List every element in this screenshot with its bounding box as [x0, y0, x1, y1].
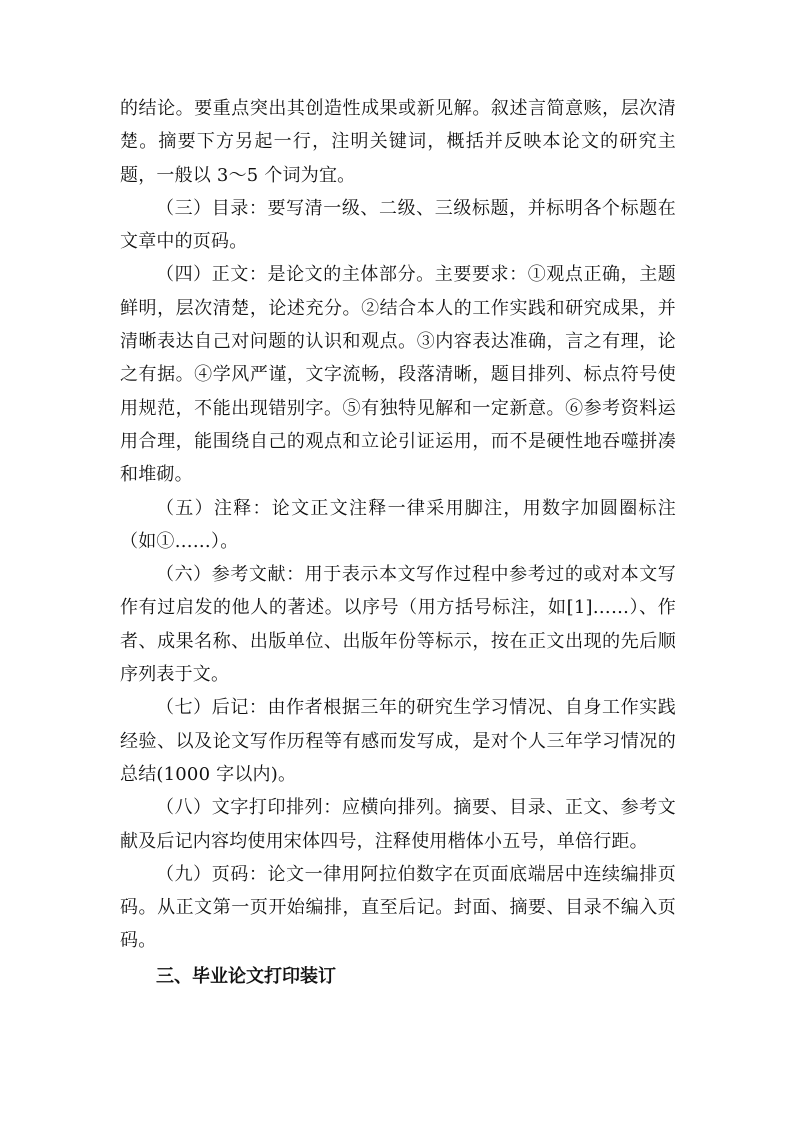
- typesetting-paragraph: （八）文字打印排列：应横向排列。摘要、目录、正文、参考文献及后记内容均使用宋体四号，注释使用楷体小五号，单倍行距。: [120, 797, 676, 852]
- main-text-paragraph: （四）正文：是论文的主体部分。主要要求：①观点正确，主题鲜明，层次清楚，论述充分。②结合本人的工作实践和研究成果，并清晰表达自己对问题的认识和观点。③内容表达准确，言之有理，论之有据。④学风严谨，文字流畅，段落清晰，题目排列、标点符号使用规范，不能出现错别字。⑤有独特见解和一定新意。⑥参考资料运用合理，能围绕自己的观点和立论引证运用，而不是硬性地吞噬拼凑和堆砌。: [120, 264, 676, 486]
- abstract-continuation-paragraph: 的结论。要重点突出其创造性成果或新见解。叙述言简意赅，层次清楚。摘要下方另起一行，注明关键词，概括并反映本论文的研究主题，一般以 3～5 个词为宜。: [120, 98, 676, 186]
- section-heading: 三、毕业论文打印装订: [156, 965, 336, 987]
- page-number-paragraph: （九）页码：论文一律用阿拉伯数字在页面底端居中连续编排页码。从正文第一页开始编排，直至后记。封面、摘要、目录不编入页码。: [120, 863, 676, 952]
- postscript-paragraph: （七）后记：由作者根据三年的研究生学习情况、自身工作实践经验、以及论文写作历程等有感而发写成，是对个人三年学习情况的总结(1000 字以内)。: [120, 697, 676, 785]
- table-of-contents-paragraph: （三）目录：要写清一级、二级、三级标题，并标明各个标题在文章中的页码。: [120, 197, 676, 253]
- annotation-paragraph: （五）注释：论文正文注释一律采用脚注，用数字加圆圈标注（如①……）。: [120, 497, 676, 552]
- document-page: [120, 92, 676, 993]
- references-paragraph: （六）参考文献：用于表示本文写作过程中参考过的或对本文写作有过启发的他人的著述。以序号（用方括号标注，如[1]……）、作者、成果名称、出版单位、出版年份等标示，按在正文出现的先后顺序列表于文。: [120, 564, 676, 686]
